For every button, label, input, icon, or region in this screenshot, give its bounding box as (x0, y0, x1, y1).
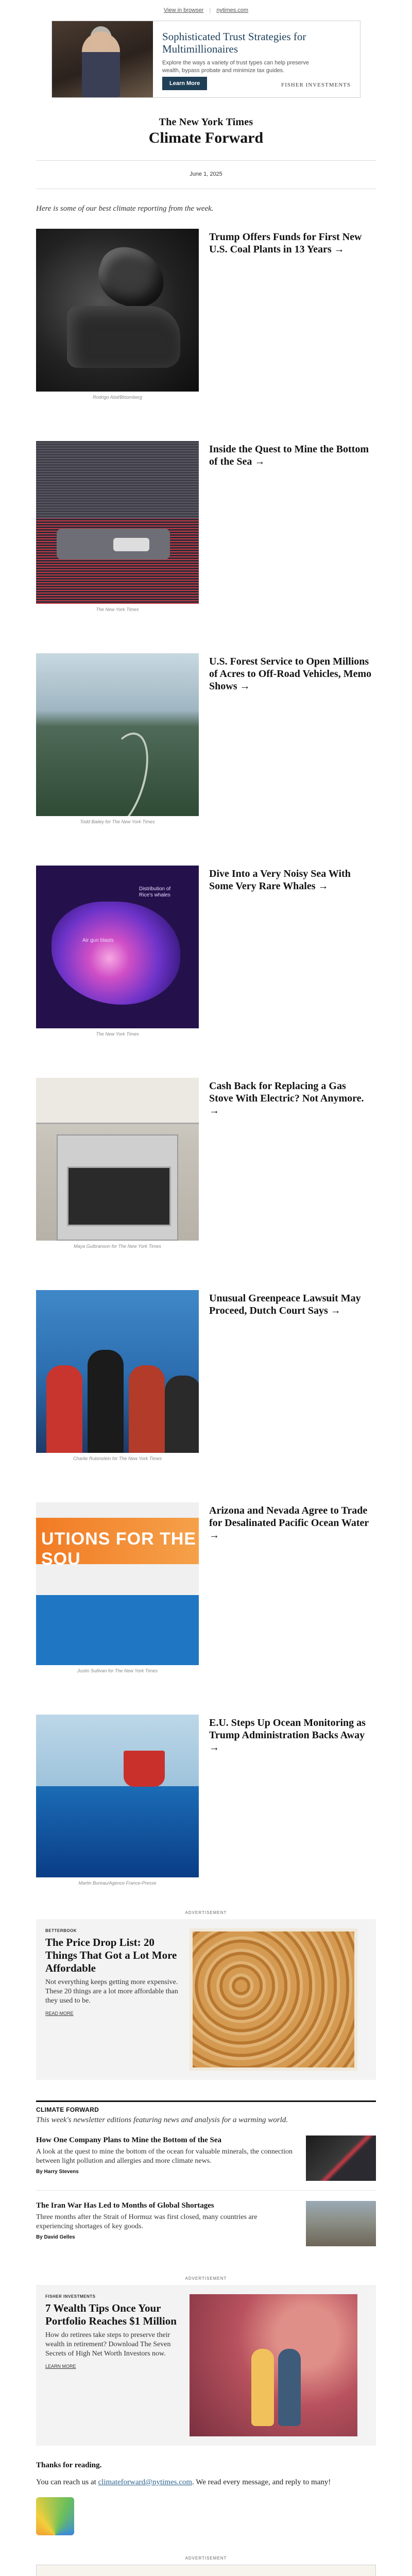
story-headline[interactable]: Unusual Greenpeace Lawsuit May Proceed, Dutch Court Says → (209, 1293, 361, 1316)
item-thumbnail[interactable] (306, 2136, 376, 2181)
photo-credit: Maya Gulbranson for The New York Times (74, 1244, 161, 1249)
byline: By Harry Stevens (36, 2169, 79, 2175)
story-image[interactable] (36, 866, 199, 1028)
photo-credit: Todd Bailey for The New York Times (80, 819, 155, 824)
nyt-logo[interactable]: The New York Times (159, 116, 253, 128)
story-image[interactable] (36, 653, 199, 816)
ad-text: How do retirees take steps to preserve their wealth in retirement? Download The Seven Secrets of High Net Worth Investors now. (45, 2331, 171, 2358)
rainbow-logo (36, 2497, 74, 2535)
byline: By David Gelles (36, 2234, 75, 2240)
image-band (36, 441, 199, 518)
story-headline[interactable]: Trump Offers Funds for First New U.S. Coal Plants in 13 Years → (209, 231, 362, 255)
read-more-link[interactable]: READ MORE (45, 2011, 74, 2016)
thanks-heading: Thanks for reading. (36, 2461, 102, 2469)
site-link[interactable]: nytimes.com (216, 7, 249, 13)
item-headline[interactable]: How One Company Plans to Mine the Bottom of the Sea (36, 2136, 221, 2144)
contact-suffix: . We read every message, and reply to many! (192, 2478, 331, 2486)
masthead (36, 116, 376, 147)
photo-credit: Martin Bureau/Agence France-Presse (78, 1880, 157, 1886)
contact-text (36, 2477, 376, 2488)
issue-date: June 1, 2025 (190, 171, 222, 177)
heatmap-area (52, 902, 180, 1005)
view-in-browser-link[interactable]: View in browser (163, 7, 204, 13)
newsletter-name: Climate Forward (148, 129, 264, 146)
ad-label: ADVERTISEMENT (185, 2556, 227, 2561)
person-figure (278, 2349, 301, 2426)
story-image[interactable] (36, 1502, 199, 1665)
protester (165, 1376, 199, 1453)
native-ad[interactable] (36, 1910, 376, 2080)
story-image[interactable] (36, 441, 199, 604)
top-ad[interactable] (52, 21, 360, 98)
story[interactable] (36, 1715, 376, 1905)
story-headline[interactable]: Dive Into a Very Noisy Sea With Some Very Rare Whales → (209, 868, 351, 892)
stove (57, 1134, 178, 1241)
contact-email-link[interactable]: climateforward@nytimes.com (98, 2478, 193, 2486)
ad-text: Explore the ways a variety of trust types can help preserve wealth, bypass probate and minimize tax guides. (162, 60, 309, 74)
ad-body (153, 21, 360, 97)
seabed-vehicle (57, 529, 170, 560)
coal-lump (91, 241, 172, 315)
kitchen-cabinet (36, 1078, 199, 1124)
item-headline[interactable]: The Iran War Has Led to Months of Global Shortages (36, 2201, 214, 2210)
ad-headline[interactable]: 7 Wealth Tips Once Your Portfolio Reaches $1 Million (45, 2302, 177, 2327)
winding-road (83, 726, 159, 816)
ad-person-head (90, 26, 112, 50)
story-image[interactable] (36, 1290, 199, 1453)
ad-sponsor: FISHER INVESTMENTS (45, 2294, 96, 2299)
divider (36, 160, 376, 161)
intro-text: Here is some of our best climate reporting from the week. (36, 205, 214, 213)
story[interactable] (36, 1290, 376, 1491)
ad-headline: Sophisticated Trust Strategies for Multimillionaires (162, 30, 306, 55)
protester (88, 1350, 124, 1453)
native-ad[interactable] (36, 2276, 376, 2446)
ad-photo (52, 21, 153, 97)
section-title: CLIMATE FORWARD (36, 2106, 99, 2113)
story-headline[interactable]: Cash Back for Replacing a Gas Stove With Electric? Not Anymore. → (209, 1080, 364, 1116)
photo-credit: Rodrigo Abd/Bloomberg (93, 395, 142, 400)
story[interactable] (36, 1502, 376, 1703)
section-subtitle: This week's newsletter editions featuring news and analysis for a warming world. (36, 2116, 288, 2124)
climate-forward-section (36, 2100, 376, 2256)
story[interactable] (36, 653, 376, 854)
top-links (36, 0, 376, 19)
story-image[interactable] (36, 1078, 199, 1241)
story-headline[interactable]: Inside the Quest to Mine the Bottom of the Sea → (209, 444, 369, 467)
bottom-ad[interactable] (36, 2556, 376, 2576)
banner-text: UTIONS FOR THE SOU (41, 1529, 197, 1569)
ad-learn-more-button[interactable]: Learn More (162, 77, 207, 90)
ad-text: Not everything keeps getting more expensive. These 20 things are a lot more affordable than they used to be. (45, 1978, 178, 2005)
ad-headline[interactable]: The Price Drop List: 20 Things That Got a Lot More Affordable (45, 1936, 177, 1974)
protester (129, 1365, 165, 1453)
divider: | (209, 7, 211, 13)
map-label: Air gun blasts (82, 938, 114, 943)
person-figure (251, 2349, 274, 2426)
story-image[interactable] (36, 229, 199, 392)
map-label: Distribution of Rice's whales (139, 886, 171, 898)
research-ship (124, 1751, 165, 1787)
divider (36, 2100, 376, 2102)
list-item[interactable] (36, 2136, 376, 2191)
list-item[interactable] (36, 2201, 376, 2256)
contact-prefix: You can reach us at (36, 2478, 98, 2486)
photo-credit: The New York Times (96, 607, 139, 612)
story[interactable] (36, 866, 376, 1066)
ad-sponsor: BETTERBOOK (45, 1928, 77, 1933)
photo-credit: Justin Sullivan for The New York Times (77, 1668, 158, 1673)
email-column (36, 0, 376, 2576)
story-headline[interactable]: Arizona and Nevada Agree to Trade for Desalinated Pacific Ocean Water → (209, 1505, 369, 1541)
photo-credit: The New York Times (96, 1031, 139, 1037)
protester (46, 1365, 82, 1453)
photo-credit: Charlie Rubinstein for The New York Times (73, 1456, 162, 1461)
story-image[interactable] (36, 1715, 199, 1877)
excavator-bucket (67, 306, 180, 368)
story[interactable] (36, 441, 376, 642)
story[interactable] (36, 1078, 376, 1279)
ad-label: ADVERTISEMENT (185, 1910, 227, 1915)
item-summary: A look at the quest to mine the bottom of the ocean for valuable minerals, the connection between light pollution and allergies and more climate news. (36, 2148, 293, 2165)
podium-backdrop (36, 1595, 199, 1665)
story-headline[interactable]: E.U. Steps Up Ocean Monitoring as Trump Administration Backs Away → (209, 1717, 366, 1753)
story-headline[interactable]: U.S. Forest Service to Open Millions of Acres to Off-Road Vehicles, Memo Shows → (209, 656, 372, 692)
ad-image[interactable] (190, 1928, 357, 2071)
item-thumbnail[interactable] (306, 2201, 376, 2246)
item-summary: Three months after the Strait of Hormuz was first closed, many countries are experiencing shortages of key goods. (36, 2213, 258, 2230)
learn-more-link[interactable]: LEARN MORE (45, 2364, 76, 2369)
ad-brand: FISHER INVESTMENTS (281, 82, 351, 88)
ad-label: ADVERTISEMENT (185, 2276, 227, 2281)
story[interactable] (36, 229, 376, 430)
event-banner (36, 1518, 199, 1569)
ad-image[interactable] (190, 2294, 357, 2436)
